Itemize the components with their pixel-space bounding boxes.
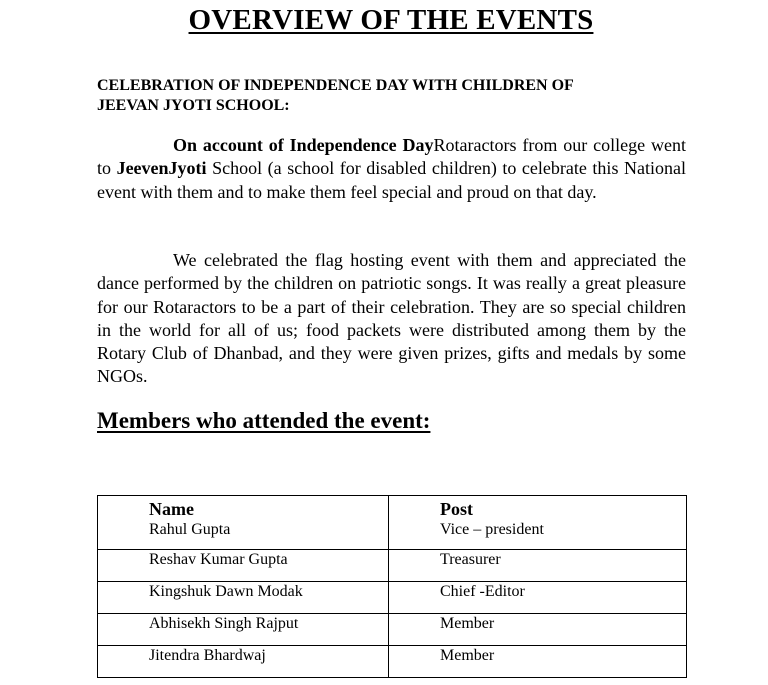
table-row <box>98 646 687 678</box>
paragraph-text: School (a school for disabled children) to celebrate this National event with them and to make them feel special and proud on that day. <box>97 158 686 202</box>
section-heading <box>97 76 657 116</box>
section-heading-line2: JEEVAN JYOTI SCHOOL: <box>97 97 290 114</box>
event-description-paragraph <box>97 134 686 204</box>
member-name-cell: Abhisekh Singh Rajput <box>98 614 389 646</box>
table-row <box>98 614 687 646</box>
member-post-cell: Vice – president <box>389 521 687 550</box>
page-title: OVERVIEW OF THE EVENTS <box>188 4 594 36</box>
paragraph-text: Rotaractors from our college went to <box>97 135 686 179</box>
member-post-cell: Member <box>389 646 687 678</box>
member-post-cell: Member <box>389 614 687 646</box>
section-heading-line1: CELEBRATION OF INDEPENDENCE DAY WITH CHILDREN OF <box>97 77 574 94</box>
column-header-name: Name <box>98 496 389 522</box>
members-heading: Members who attended the event: <box>97 408 431 433</box>
celebration-details-paragraph: We celebrated the flag hosting event with them and appreciated the dance performed by the children on patriotic songs. It was really a great pleasure for our Rotaractors to be a part of their celebration. They are so special children in the world for all of us; food packets were distributed among them by the Rotary Club of Dhanbad, and they were given prizes, gifts and medals by some NGOs. <box>97 250 686 387</box>
member-name-cell: Rahul Gupta <box>98 521 389 550</box>
member-name-cell: Kingshuk Dawn Modak <box>98 582 389 614</box>
table-row <box>98 582 687 614</box>
school-name-bold: JeevenJyoti <box>116 158 207 179</box>
member-post-cell: Treasurer <box>389 550 687 582</box>
table-row <box>98 521 687 550</box>
member-name-cell: Jitendra Bhardwaj <box>98 646 389 678</box>
table-header-row <box>98 496 687 522</box>
column-header-post: Post <box>389 496 687 522</box>
member-post-cell: Chief -Editor <box>389 582 687 614</box>
table-row <box>98 550 687 582</box>
members-table <box>97 495 687 678</box>
member-name-cell: Reshav Kumar Gupta <box>98 550 389 582</box>
bold-intro-text: On account of Independence Day <box>173 135 434 155</box>
